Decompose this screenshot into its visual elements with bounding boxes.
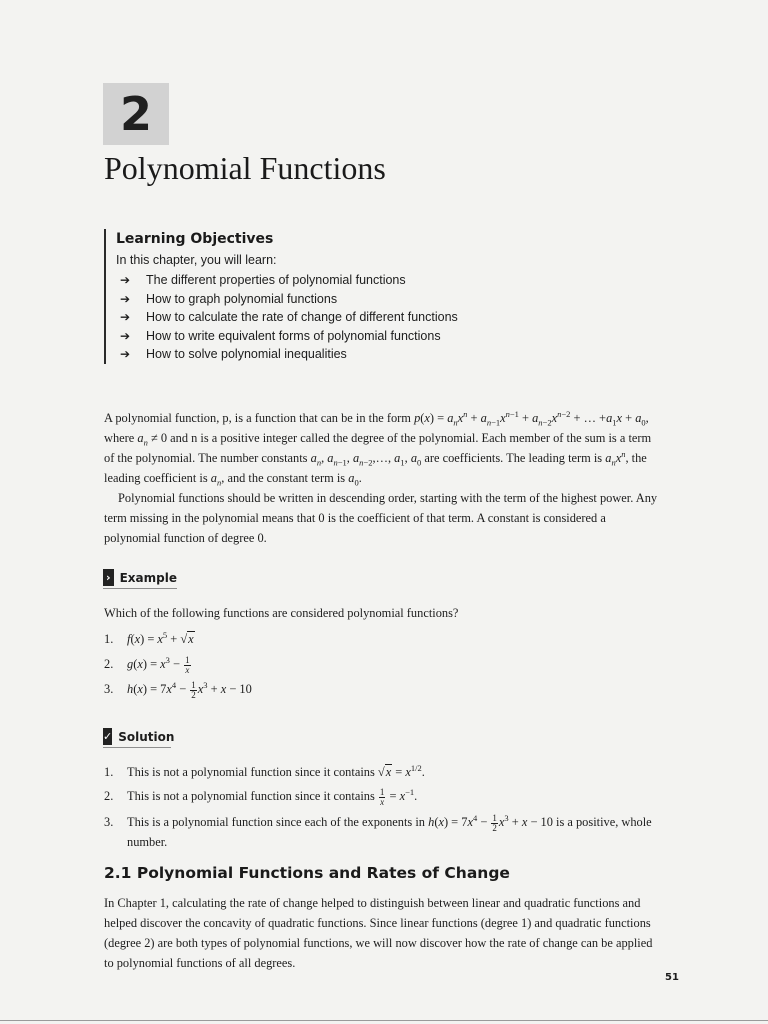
chapter-title: Polynomial Functions — [104, 150, 386, 186]
list-item: 1. $f(x) = x^5 + √x$ — [104, 629, 194, 646]
list-item: ➔ How to solve polynomial inequalities — [116, 345, 676, 364]
example-label: › Example — [103, 569, 177, 589]
list-item: ➔ How to graph polynomial functions — [116, 290, 676, 309]
definition-paragraph-2: Polynomial functions should be written in descending order, starting with the term of the highest power. Any term missing in the polynomial means that 0 is the coefficient of that term. A constant is considered a polynomial function of degree 0. — [104, 491, 658, 545]
objectives-intro: In this chapter, you will learn: — [116, 253, 277, 267]
arrow-right-icon: ➔ — [120, 328, 131, 343]
chapter-number: 2 — [103, 83, 169, 145]
chevron-right-icon: › — [103, 569, 114, 586]
solution-label: ✓ Solution — [103, 728, 171, 748]
section-heading: 2.1 Polynomial Functions and Rates of Change — [104, 864, 510, 882]
example-question: Which of the following functions are considered polynomial functions? — [104, 606, 459, 620]
list-item: 2. $g(x) = x^3$ − $\frac{1}{x}$ — [104, 654, 190, 675]
arrow-right-icon: ➔ — [120, 310, 131, 324]
objectives-list — [116, 271, 676, 364]
list-item: 1. This is not a polynomial function since it contains $√x = x^{1/2}$. — [104, 762, 425, 779]
list-item: ➔ The different properties of polynomial functions — [116, 271, 676, 290]
objectives-heading: Learning Objectives — [116, 231, 274, 247]
bottom-rule — [0, 1020, 768, 1021]
arrow-right-icon: ➔ — [120, 347, 131, 361]
page-number: 51 — [665, 972, 679, 983]
list-item: ➔ How to calculate the rate of change of different functions — [116, 308, 676, 327]
section-body: In Chapter 1, calculating the rate of change helped to distinguish between linear and quadratic functions and helped discover the concavity of quadratic functions. Since linear functions (degree 1) and quadratic functions (degree 2) are both types of polynomial functions, we will now discover how the rate of change can be applied to polynomial functions of all degrees. — [104, 896, 653, 970]
list-item: 3. This is a polynomial function since each of the exponents in $h(x) = 7x^4$ − $\frac{1}{2}$ $x^3 + x - 10$ is a positive, whole number. — [104, 812, 652, 849]
arrow-right-icon: ➔ — [120, 273, 131, 287]
list-item: 3. $h(x) = 7x^4$ − $\frac{1}{2}$ $x^3 + x - 10$ — [104, 679, 252, 700]
checkmark-icon: ✓ — [103, 730, 113, 743]
arrow-right-icon: ➔ — [120, 291, 131, 306]
list-item: 2. This is not a polynomial function since it contains $\frac{1}{x}$ = $x^{-1}$. — [104, 786, 418, 807]
learning-objectives-box — [104, 229, 676, 364]
list-item: ➔ How to write equivalent forms of polynomial functions — [116, 327, 676, 346]
definition-paragraph: A polynomial function, p, is a function that can be in the form $p(x) = a_nx^n + a_{n-1}x^{n-1} + a_{n-2}x^{n-2}$ + … $+a_1x + a_0$, where $a_n \ne 0$ and n is a positive integer called the degree of the polynomial. Each member of the sum is a term of the polynomial. The number constants $a_n$, $a_{n-1}$, $a_{n-2},\dots$, $a_1$, $a_0$ are coefficients. The leading term is $a_nx^n$, the leading coefficient is $a_n$, and the constant term is $a_0$. Polynomial functions should be written in descending order, starting with the term of the highest power. Any term missing in the polynomial means that 0 is the coefficient of that term. A constant is considered a polynomial function of degree 0. — [104, 408, 662, 548]
